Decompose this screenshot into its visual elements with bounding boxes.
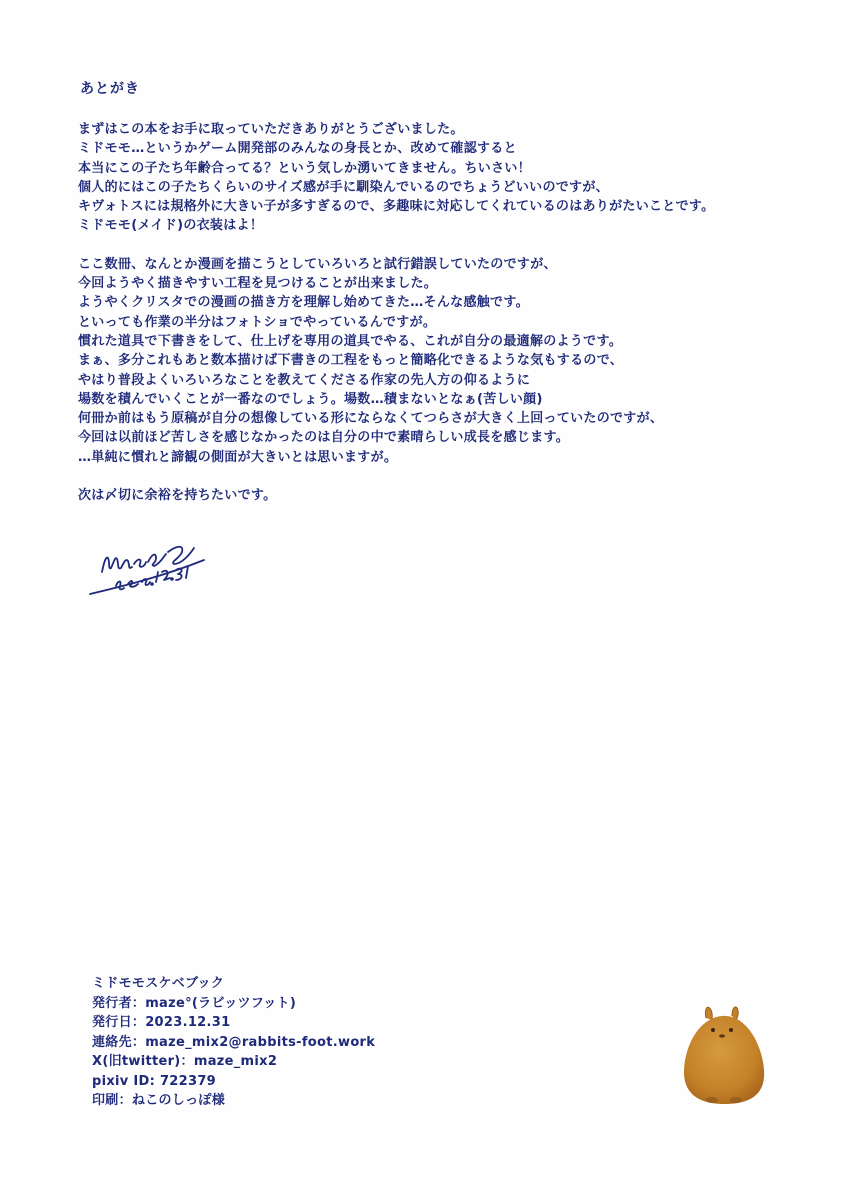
paragraph-2 [78, 255, 818, 467]
colophon-printer: 印刷：ねこのしっぽ様 [92, 1093, 226, 1108]
colophon-publisher: 発行者：maze°(ラビッツフット) [92, 995, 297, 1011]
text-line: 次は〆切に余裕を持ちたいです。 [78, 488, 277, 504]
text-line: 何冊か前はもう原稿が自分の想像している形にならなくてつらさが大きく上回っていたのですが、 [78, 411, 664, 427]
afterword-body [78, 120, 818, 524]
text-line: ミドモモ(メイド)の衣装はよ！ [78, 218, 264, 234]
text-line: 今回ようやく描きやすい工程を見つけることが出来ました。 [78, 276, 438, 292]
colophon-twitter: X(旧twitter)：maze_mix2 [92, 1054, 278, 1069]
colophon-title: ミドモモスケベブック [92, 976, 225, 991]
colophon [92, 974, 375, 1111]
text-line: ミドモモ…というかゲーム開発部のみんなの身長とか、改めて確認すると [78, 141, 517, 157]
colophon-pixiv: pixiv ID: 722379 [92, 1073, 217, 1089]
colophon-contact: 連絡先：maze_mix2@rabbits-foot.work [92, 1034, 376, 1050]
text-line: 個人的にはこの子たちくらいのサイズ感が手に馴染んでいるのでちょうどいいのですが、 [78, 179, 609, 195]
text-line: 本当にこの子たち年齢合ってる？という気しか湧いてきません。ちいさい！ [78, 160, 531, 176]
paragraph-3 [78, 486, 818, 505]
text-line: まずはこの本をお手に取っていただきありがとうございました。 [78, 122, 464, 137]
text-line: ようやくクリスタでの漫画の描き方を理解し始めてきた…そんな感触です。 [78, 295, 529, 311]
text-line: やはり普段よくいろいろなことを教えてくださる作家の先人方の仰るように [78, 372, 531, 388]
text-line: 場数を積んでいくことが一番なのでしょう。場数…積まないとなぁ(苦しい顔) [78, 391, 543, 407]
text-line: 今回は以前ほど苦しさを感じなかったのは自分の中で素晴らしい成長を感じます。 [78, 430, 570, 446]
afterword-heading: あとがき [80, 81, 140, 97]
text-line: といっても作業の半分はフォトショでやっているんですが。 [78, 314, 437, 330]
text-line: キヴォトスには規格外に大きい子が多すぎるので、多趣味に対応してくれているのはありがたいことです。 [78, 199, 715, 215]
colophon-issue-date: 発行日：2023.12.31 [92, 1015, 231, 1030]
text-line: まぁ、多分これもあと数本描けば下書きの工程をもっと簡略化できるような気もするので、 [78, 353, 624, 369]
handwritten-signature [84, 528, 224, 604]
paragraph-1 [78, 120, 818, 236]
text-line: ここ数冊、なんとか漫画を描こうとしていろいろと試行錯誤していたのですが、 [78, 256, 557, 272]
text-line: …単純に慣れと諦観の側面が大きいとは思いますが。 [78, 449, 398, 465]
text-line: 慣れた道具で下書きをして、仕上げを専用の道具でやる、これが自分の最適解のようです。 [78, 333, 623, 349]
rabbit-mascot-icon [676, 1000, 772, 1110]
